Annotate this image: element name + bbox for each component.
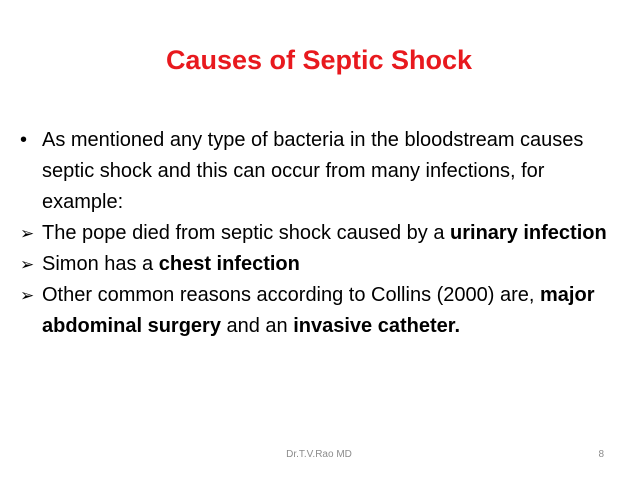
arrow-text: Simon has a bbox=[42, 253, 159, 275]
arrow-item-chest bbox=[20, 249, 628, 280]
bold-term: chest infection bbox=[158, 253, 300, 275]
bold-term: urinary infection bbox=[450, 222, 607, 244]
bullet-text: As mentioned any type of bacteria in the bloodstream causes septic shock and this can occur from many infections, for example: bbox=[42, 129, 584, 213]
arrow-text: The pope died from septic shock caused by a bbox=[42, 222, 451, 244]
bullet-item bbox=[20, 125, 628, 218]
arrow-item-collins bbox=[20, 280, 628, 342]
arrow-item-urinary bbox=[20, 218, 628, 249]
arrow-bullet-icon bbox=[20, 249, 42, 280]
bullet-icon bbox=[20, 125, 42, 156]
footer-author: Dr.T.V.Rao MD bbox=[286, 449, 352, 460]
arrow-bullet-icon bbox=[20, 218, 42, 249]
page-number: 8 bbox=[598, 449, 604, 460]
arrow-bullet-icon bbox=[20, 280, 42, 311]
bold-term: invasive catheter. bbox=[293, 315, 461, 337]
slide-title: Causes of Septic Shock bbox=[165, 45, 473, 75]
bold-term: major abdominal surgery bbox=[42, 284, 595, 337]
arrow-text: Other common reasons according to Collins (2000) are, bbox=[42, 284, 541, 306]
slide-body bbox=[20, 125, 628, 342]
arrow-text: and an bbox=[220, 315, 294, 337]
